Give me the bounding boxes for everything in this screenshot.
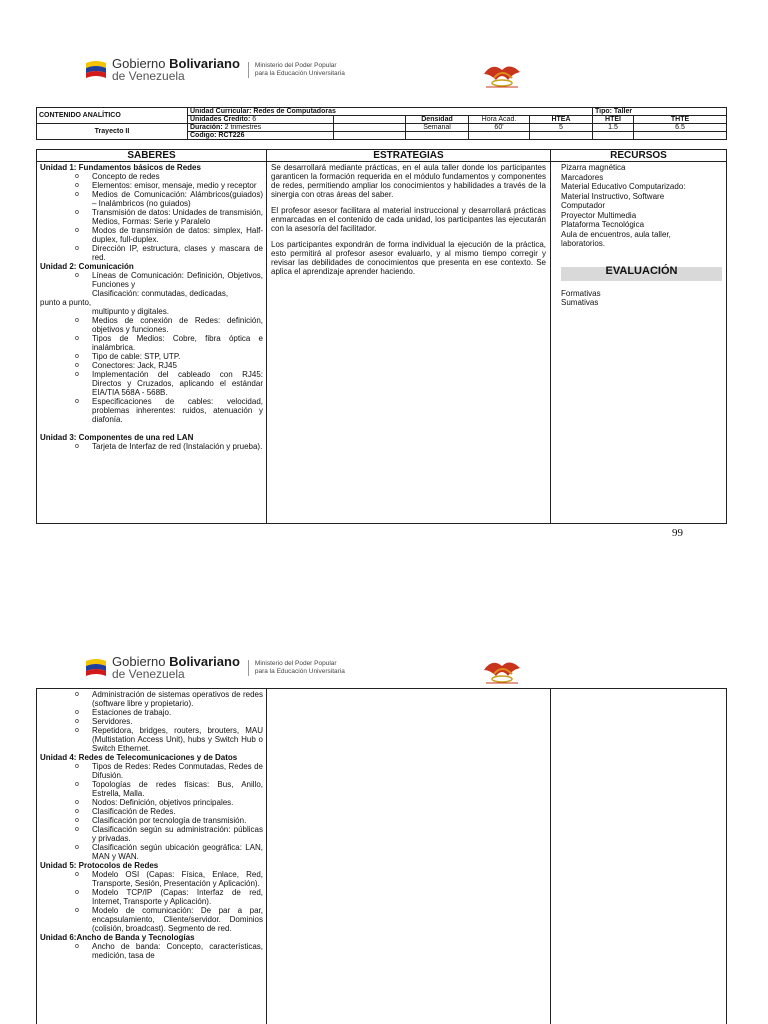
gov-name-a: Gobierno [112, 56, 166, 71]
recurso-item: Aula de encuentros, aula taller, [561, 229, 671, 239]
estrategia-paragraph-1: Se desarrollará mediante prácticas, en el aula taller donde los participantes garanticen la formación requerida en el módulo fundamentos y componentes de redes, permitiendo ampliar los conocimientos y habilidades a través de la sinergia con otras áreas del saber. [271, 163, 546, 199]
list-item: o Medios de Comunicación: Alámbricos(guiados) – Inalámbricos (no guiados) [92, 190, 263, 208]
recurso-item: Pizarra magnética [561, 163, 626, 172]
thte-label: THTE [634, 116, 727, 124]
unit-1-title: Unidad 1: Fundamentos básicos de Redes [40, 163, 201, 172]
institution-emblem-icon [480, 656, 524, 686]
ministry-line-1: Ministerio del Poder Popular [254, 660, 337, 667]
densidad-label: Densidad [405, 116, 468, 124]
content-table [36, 149, 727, 524]
estrategias-column [267, 150, 551, 523]
ministry-line-1: Ministerio del Poder Popular [254, 62, 337, 69]
gov-name-c: de Venezuela [112, 69, 185, 83]
list-item: o Clasificación de Redes. [92, 807, 263, 816]
estrategia-paragraph-3: Los participantes expondrán de forma individual la ejecución de la práctica, esto permitirá al profesor asesor evaluarlo, y al mismo tiempo corregir y revisar las debilidades de conocimientos que presenta en ese contexto. Se aplica el aprendizaje aprender haciendo. [271, 240, 546, 276]
list-item: o Clasificación según su administración: públicas y privadas. [92, 825, 263, 843]
list-item: o Transmisión de datos: Unidades de transmisión, Medios, Formas: Serie y Paralelo [92, 208, 263, 226]
list-item: o Modelo OSI (Capas: Física, Enlace, Red, Transporte, Sesión, Presentación y Aplicación). [92, 870, 263, 888]
evaluacion-header: EVALUACIÓN [561, 267, 722, 281]
list-item: o Elementos: emisor, mensaje, medio y receptor [92, 181, 263, 190]
recurso-item: laboratorios. [561, 239, 606, 248]
saberes-header: SABERES [37, 150, 266, 162]
list-item: o Clasificación según ubicación geográfica: LAN, MAN y WAN. [92, 843, 263, 861]
course-info-table [36, 107, 727, 140]
htea-value: 5 [529, 124, 592, 132]
gov-name-b: Bolivariano [169, 654, 240, 669]
unit-3-title: Unidad 3: Componentes de una red LAN [40, 433, 194, 442]
hora-acad-label: Hora Acad. [469, 116, 530, 124]
plain-line: multipunto y digitales. [92, 307, 169, 316]
recurso-item: Proyector Multimedia [561, 210, 637, 220]
recurso-item: Marcadores [561, 172, 604, 182]
tipo-label: Tipo: Taller [593, 108, 727, 116]
recurso-item: Plataforma Tecnológica [561, 220, 645, 229]
list-item: o Implementación del cableado con RJ45: Directos y Cruzados, aplicando el estándar EIA/TIA 568A - 568B. [92, 370, 263, 397]
unit-2-title: Unidad 2: Comunicación [40, 262, 134, 271]
gov-name-a: Gobierno [112, 654, 166, 669]
list-item: o Líneas de Comunicación: Definición, Objetivos, Funciones y [92, 271, 263, 289]
gov-name-c: de Venezuela [112, 667, 185, 681]
list-item: o Repetidora, bridges, routers, brouters, MAU (Multistation Access Unit), hubs y Switch Hub o Switch Ethernet. [92, 726, 263, 753]
unit-2-list-a [40, 271, 263, 289]
list-item: o Estaciones de trabajo. [92, 708, 263, 717]
saberes-column-page-2 [37, 689, 267, 1024]
page-number: 99 [672, 527, 683, 539]
recurso-item: Computador [561, 201, 606, 210]
evaluacion-list [561, 289, 722, 308]
list-item: o Conectores: Jack, RJ45 [92, 361, 263, 370]
unit-1-list [40, 172, 263, 262]
recurso-item: Material Instructivo, Software [561, 191, 665, 201]
list-item: o Dirección IP, estructura, clases y mascara de red. [92, 244, 263, 262]
list-item: o Ancho de banda: Concepto, características, medición, tasa de [92, 942, 263, 960]
list-item: o Clasificación por tecnología de transmisión. [92, 816, 263, 825]
list-item: o Tipos de Redes: Redes Conmutadas, Redes de Difusión. [92, 762, 263, 780]
htea-label: HTEA [529, 116, 592, 124]
government-logo [84, 58, 345, 82]
recursos-list [561, 163, 722, 249]
unit-2-list-b [40, 316, 263, 424]
unit-4-title: Unidad 4: Redes de Telecomunicaciones y de Datos [40, 753, 238, 762]
list-item: o Medios de conexión de Redes: definición, objetivos y funciones. [92, 316, 263, 334]
recurso-item: Material Educativo Computarizado: [561, 182, 686, 191]
list-item: o Topologías de redes físicas: Bus, Anillo, Estrella, Malla. [92, 780, 263, 798]
institution-emblem-icon [480, 60, 524, 90]
estrategias-column-page-2 [267, 689, 551, 1024]
plain-line: Clasificación: conmutadas, dedicadas, [92, 289, 229, 298]
saberes-column [37, 150, 267, 523]
recursos-column-page-2 [551, 689, 726, 1024]
estrategias-header: ESTRATEGIAS [267, 150, 550, 162]
evaluacion-item: Formativas [561, 288, 601, 298]
list-item: o Modos de transmisión de datos: simplex, Half-duplex, full-duplex. [92, 226, 263, 244]
flag-icon [84, 657, 108, 679]
plain-line: punto a punto, [40, 298, 92, 307]
semanal-value: Semanal [405, 124, 468, 132]
unit-4-list [40, 762, 263, 861]
recursos-header: RECURSOS [551, 150, 726, 162]
flag-icon [84, 59, 108, 81]
list-item: o Concepto de redes [92, 172, 263, 181]
gov-name-b: Bolivariano [169, 56, 240, 71]
trayecto-label: Trayecto II [37, 124, 188, 140]
list-item: o Nodos: Definición, objetivos principales. [92, 798, 263, 807]
content-table-page-2 [36, 688, 727, 1024]
unidad-curricular: Unidad Curricular: Redes de Computadoras [188, 108, 593, 116]
unit-6-list [40, 942, 263, 960]
list-item: o Tarjeta de Interfaz de red (Instalación y prueba). [92, 442, 263, 451]
unit-3-list-continued [40, 690, 263, 753]
codigo: Codigo: RCT226 [188, 132, 334, 140]
hora-value: 60' [469, 124, 530, 132]
unit-5-title: Unidad 5: Protocolos de Redes [40, 861, 159, 870]
ministry-line-2: para la Educación Universitaria [254, 668, 345, 675]
recursos-column [551, 150, 726, 523]
unit-3-list [40, 442, 263, 451]
list-item: o Modelo TCP/IP (Capas: Interfaz de red, Internet, Transporte y Aplicación). [92, 888, 263, 906]
list-item: o Tipo de cable: STP, UTP. [92, 352, 263, 361]
ministry-line-2: para la Educación Universitaria [254, 70, 345, 77]
creditos: Unidades Credito: 6 [188, 116, 334, 124]
list-item: o Modelo de comunicación: De par a par, encapsulamiento, Cliente/servidor. Dominios (colisión, broadcast). Segmento de red. [92, 906, 263, 933]
unit-6-title: Unidad 6:Ancho de Banda y Tecnologías [40, 933, 195, 942]
unit-5-list [40, 870, 263, 933]
list-item: o Tipos de Medios: Cobre, fibra óptica e inalámbrica. [92, 334, 263, 352]
duracion: Duración: 2 trimestres [188, 124, 334, 132]
estrategia-paragraph-2: El profesor asesor facilitara al material instruccional y desarrollará prácticas enmarcadas en el contenido de cada unidad, los participantes las ejecutarán con la asesoría del facilitador. [271, 206, 546, 233]
htei-label: HTEI [593, 116, 634, 124]
list-item: o Especificaciones de cables: velocidad, problemas inherentes: ruidos, atenuación y diafonía. [92, 397, 263, 424]
government-logo-page-2 [84, 656, 345, 680]
htei-value: 1.5 [593, 124, 634, 132]
list-item: o Administración de sistemas operativos de redes (software libre y propietario). [92, 690, 263, 708]
thte-value: 6.5 [634, 124, 727, 132]
list-item: o Servidores. [92, 717, 263, 726]
evaluacion-item: Sumativas [561, 298, 599, 307]
contenido-label: CONTENIDO ANALÍTICO [37, 108, 188, 124]
